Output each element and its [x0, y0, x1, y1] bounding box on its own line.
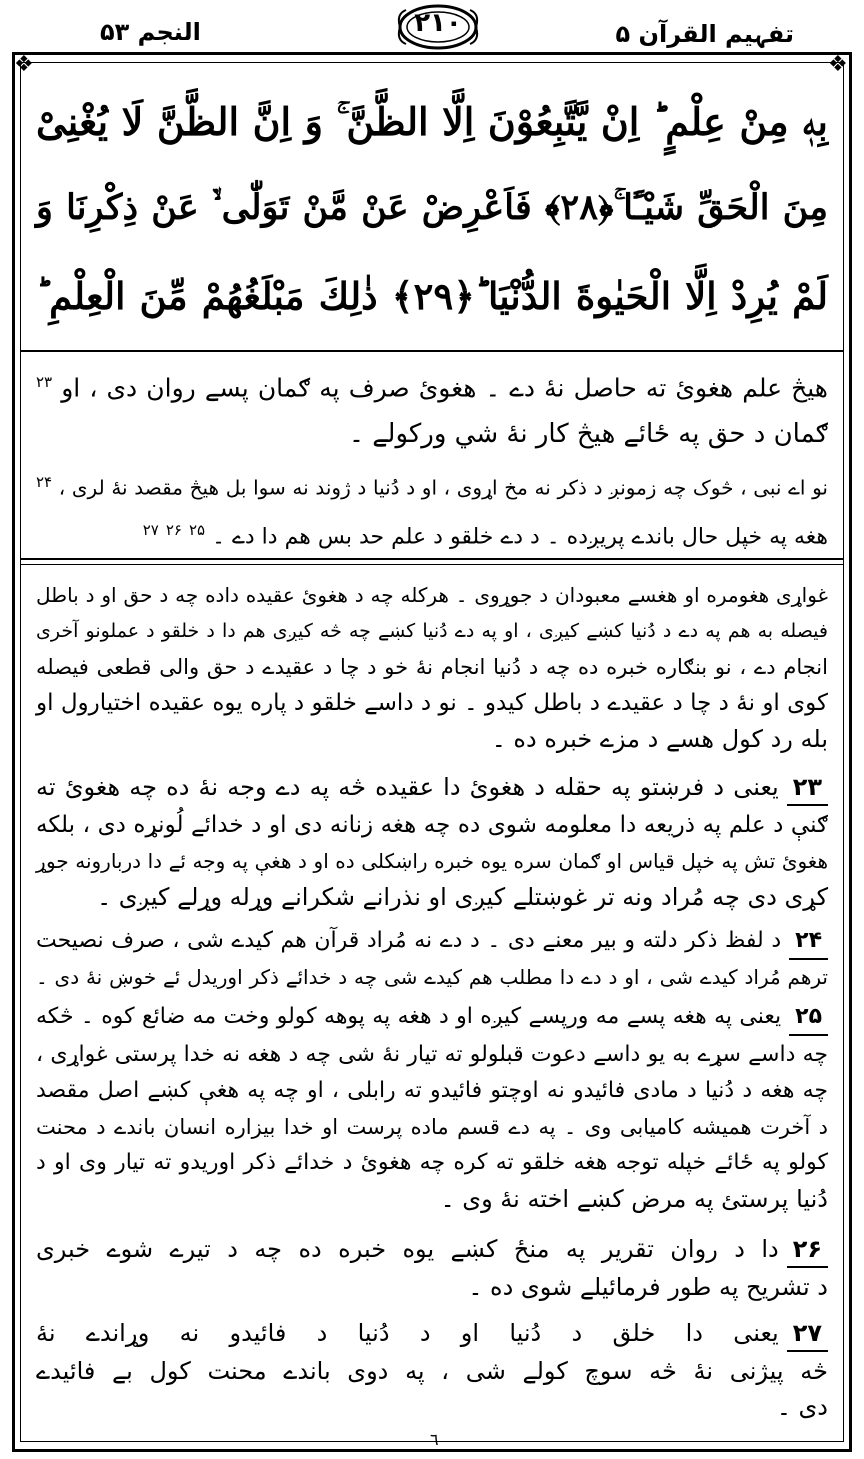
footnote-line: چه هغه د دُنیا د مادی فائیدو نه اوچتو فائیدو ته رابلی ، او چه په هغې کښے اصل مقصد	[36, 1078, 828, 1103]
section-divider	[20, 564, 844, 565]
book-title: تفہیم القرآن ۵	[615, 20, 794, 48]
footnote-line: ترهم مُراد کیدے شی ، او د دے دا مطلب هم کیدے شی چه د خدائے ذکر اوریدل ئے خوښ نهٔ دی ۔	[36, 965, 828, 989]
footnote-text: دا د روان تقریر په منځ کښے یوه خبره ده چه د تیرے شوے خبری	[36, 1235, 779, 1263]
footnote-line: د آخرت همیشه کامیابی وی ۔ په دے قسم ماده پرست او خدا بیزاره انسان باندے د محنت	[36, 1115, 828, 1139]
footnote-mark: ۲۳	[36, 373, 53, 391]
commentary-line: انجام دے ، نو بنګاره خبره ده چه د دُنیا انجام نهٔ خو د چا د عقیدے د حق والی قطعی فیصله	[36, 655, 828, 679]
footnote-line: چه داسے سړے به یو داسے دعوت قبلولو ته تیار نهٔ شی چه د هغه نه خدا پرستی غواړی ،	[36, 1042, 828, 1067]
footnote-line: ګنې د علم په ذریعه دا معلومه شوی ده چه هغه زنانه دی او د خدائے لُونړه دی ، بلکه	[36, 812, 828, 838]
footnote-mark: ۲۵	[188, 521, 206, 539]
translation-line	[36, 362, 828, 408]
bottom-mark: ٦	[430, 1430, 439, 1449]
footnote-line: کولو په ځائے خپله توجه هغه خلقو ته کره چه هغوئ د خدائے ذکر اوریدو ته تیار وی او د	[36, 1150, 828, 1175]
commentary-line: بله رد کول هسے د مزے خبره ده ۔	[491, 725, 828, 753]
commentary-line: فیصله به هم په دے د دُنیا کښے کیږی ، او په دے دُنیا کښے چه څه کیږی هم دا د خلقو د عملونو آخری	[36, 620, 828, 642]
surah-name: النجم ۵۳	[100, 18, 201, 46]
footnote-line: کړی دی چه مُراد ونه تر غوښتلے کیږی او نذرانے شکرانے وړله وړلے کیږی ۔	[97, 883, 828, 911]
footnote-line: د تشریح په طور فرمائیلے شوی ده ۔	[468, 1273, 828, 1301]
footnote-text: یعنی په هغه پسے مه ورپسے کیږه او د هغه په پوهه کولو وخت مه ضائع کوه ۔ څکه	[36, 1004, 782, 1029]
footnote-line	[36, 1316, 828, 1352]
footnote-text: یعنی دا خلق د دُنیا او د دُنیا د فائیدو نه وړاندے نهٔ	[36, 1319, 779, 1347]
footnote-line	[36, 1000, 828, 1036]
footnote-number: ۲۴	[789, 924, 828, 960]
arabic-verse-line: مِنَ الْحَقِّ شَیْـًٔا ۚ﴿۲۸﴾ فَاَعْرِضْ عَنْ مَّنْ تَوَلّٰی ۙ۬ عَنْ ذِكْرِنَا وَ	[36, 187, 828, 228]
arabic-verse-line: بِهٖ مِنْ عِلْمٍ ؕ اِنْ یَّتَّبِعُوْنَ اِلَّا الظَّنَّ ۚ وَ اِنَّ الظَّنَّ لَا یُغْنِیْ	[36, 99, 828, 144]
footnote-number: ۲۶	[787, 1232, 828, 1268]
corner-ornament-icon: ❖	[14, 52, 34, 77]
footnote-text: یعنی د فرښتو په حقله د هغوئ دا عقیده څه په دے وجه نهٔ ده چه هغوئ ته	[36, 773, 779, 801]
footnote-mark: ۲۷	[142, 521, 159, 539]
page-number: ۲۱۰	[414, 8, 462, 38]
footnote-number: ۲۳	[787, 770, 828, 806]
commentary-line: کوی او نهٔ د چا د عقیدے د باطل کیدو ۔ نو د داسے خلقو د پاره یوه عقیده اختیارول او	[36, 690, 828, 716]
footnote-line: دی ۔	[776, 1393, 828, 1421]
footnote-line	[36, 770, 828, 806]
corner-ornament-icon: ❖	[828, 52, 848, 77]
footnote-text: د لفظ ذکر دلته و بیر معنے دی ۔ د دے نه مُراد قرآن هم کیدے شی ، صرف نصیحت	[36, 928, 782, 953]
translation-line: ګمان د حق په ځائے هیڅ کار نهٔ شي ورکولے ۔	[348, 419, 828, 449]
translation-line	[36, 510, 828, 557]
footnote-line	[36, 924, 828, 960]
footnote-mark: ۲۴	[36, 473, 53, 491]
translation-line	[36, 462, 828, 508]
translation-text: نو اے نبی ، څوک چه زمونږ د ذکر نه مخ اړوی ، او د دُنیا د ژوند نه سوا بل هیڅ مقصد نهٔ لری ،	[58, 475, 828, 500]
footnote-mark: ۲۶	[165, 521, 182, 539]
footnote-number: ۲۷	[787, 1316, 828, 1352]
footnote-line: دُنیا پرستئ په مرض کښے اخته نهٔ وی ۔	[440, 1185, 828, 1213]
arabic-verse-line: لَمْ یُرِدْ اِلَّا الْحَیٰوةَ الدُّنْیَا ؕ﴿۲۹﴾ ذٰلِكَ مَبْلَغُهُمْ مِّنَ الْعِلْمِ ؕ	[36, 274, 829, 318]
footnote-line: څه پیژنی نهٔ څه سوچ کولے شی ، په دوی باندے محنت کول بے فائیدے	[36, 1357, 828, 1385]
section-divider	[20, 350, 844, 352]
footnote-line	[36, 1232, 828, 1268]
translation-text: هغه په خپل حال باندے پریږده ۔ د دے خلقو د علم حد بس هم دا دے ۔	[212, 524, 828, 550]
page-number-ornament	[396, 2, 480, 52]
footnote-line: هغوئ تش په خپل قیاس او ګمان سره یوه خبره راښکلی ده او د هغې په وجه ئے دا دربارونه جوړ	[36, 849, 828, 873]
footnote-number: ۲۵	[789, 1000, 828, 1036]
translation-text: هیڅ علم هغوئ ته حاصل نهٔ دے ۔ هغوئ صرف په ګمان پسے روان دی ، او	[61, 373, 828, 403]
commentary-line: غواړی هغومره او هغسے معبودان د جوړوی ۔ هرکله چه د هغوئ عقیده داده چه د حق او د باطل	[36, 583, 828, 607]
section-divider	[20, 558, 844, 560]
